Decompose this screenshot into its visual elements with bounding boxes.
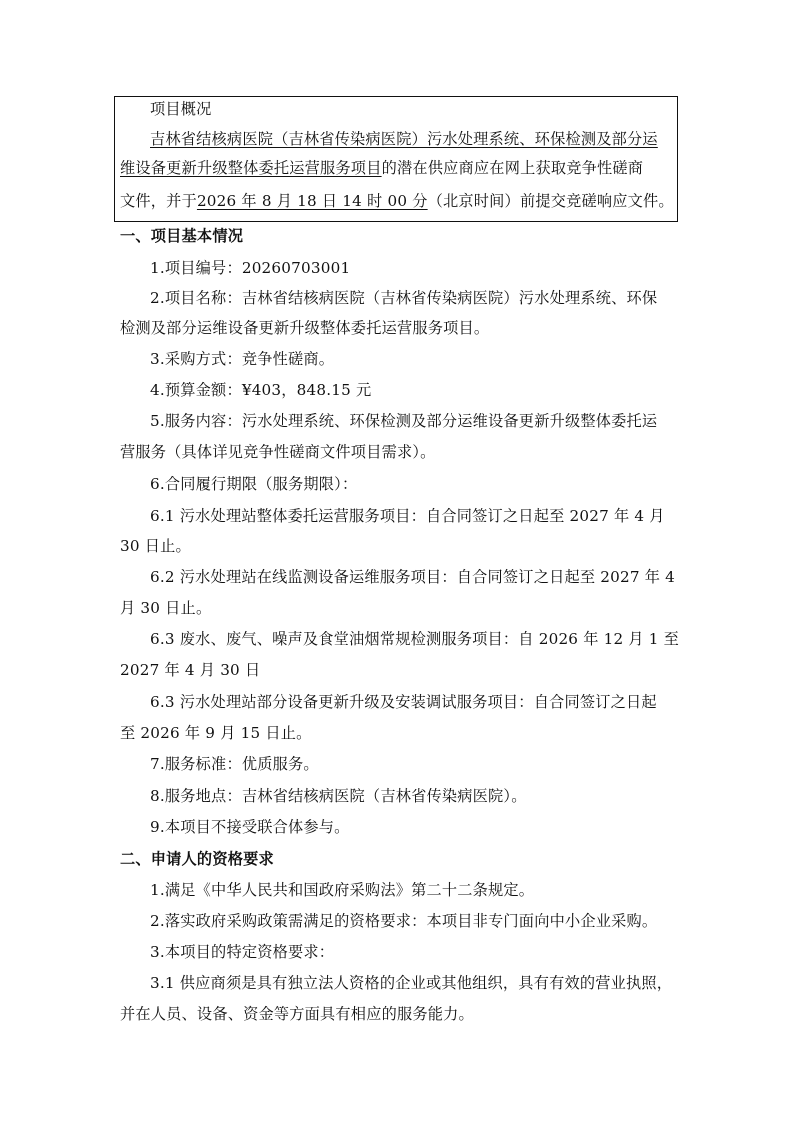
qualification-2: 2.落实政府采购政策需满足的资格要求：本项目非专门面向中小企业采购。 bbox=[150, 912, 658, 930]
period-6-3a-line-2: 2027 年 4 月 30 日 bbox=[120, 661, 261, 679]
overview-text-line-3 bbox=[120, 191, 674, 211]
contract-period-heading: 6.合同履行期限（服务期限）： bbox=[150, 475, 358, 493]
period-6-3b-line-1: 6.3 污水处理站部分设备更新升级及安装调试服务项目：自合同签订之日起 bbox=[150, 693, 657, 711]
procurement-method: 3.采购方式：竞争性磋商。 bbox=[150, 350, 335, 368]
overview-text-line-1 bbox=[150, 129, 658, 149]
project-name-line-2: 检测及部分运维设备更新升级整体委托运营服务项目。 bbox=[120, 319, 490, 337]
overview-deadline: 2026 年 8 月 18 日 14 时 00 分 bbox=[196, 192, 428, 210]
section-2-heading: 二、申请人的资格要求 bbox=[120, 850, 274, 868]
no-consortium: 9.本项目不接受联合体参与。 bbox=[150, 818, 350, 836]
qualification-3: 3.本项目的特定资格要求： bbox=[150, 943, 335, 961]
period-6-1-line-2: 30 日止。 bbox=[120, 537, 191, 555]
budget-amount: 4.预算金额：¥403，848.15 元 bbox=[150, 381, 372, 399]
qualification-3-1-line-1: 3.1 供应商须是具有独立法人资格的企业或其他组织，具有有效的营业执照， bbox=[150, 974, 673, 992]
overview-project-name-part-1: 吉林省结核病医院（吉林省传染病医院）污水处理系统、环保检测及部分运 bbox=[150, 130, 658, 148]
period-6-2-line-2: 月 30 日止。 bbox=[120, 599, 212, 617]
overview-text-deadline-prefix: 文件，并于 bbox=[120, 192, 197, 210]
period-6-3a-line-1: 6.3 废水、废气、噪声及食堂油烟常规检测服务项目：自 2026 年 12 月 1 至 bbox=[150, 630, 680, 648]
period-6-1-line-1: 6.1 污水处理站整体委托运营服务项目：自合同签订之日起至 2027 年 4 月 bbox=[150, 507, 665, 525]
overview-text-deadline-suffix: （北京时间）前提交竞磋响应文件。 bbox=[427, 192, 674, 210]
qualification-3-1-line-2: 并在人员、设备、资金等方面具有相应的服务能力。 bbox=[120, 1005, 474, 1023]
project-name-line-1: 2.项目名称：吉林省结核病医院（吉林省传染病医院）污水处理系统、环保 bbox=[150, 289, 658, 307]
period-6-2-line-1: 6.2 污水处理站在线监测设备运维服务项目：自合同签订之日起至 2027 年 4 bbox=[150, 568, 676, 586]
project-number: 1.项目编号：20260703001 bbox=[150, 259, 351, 277]
overview-text-supplier: 的潜在供应商应在网上获取竞争性磋商 bbox=[381, 159, 644, 177]
period-6-3b-line-2: 至 2026 年 9 月 15 日止。 bbox=[120, 724, 312, 742]
service-content-line-1: 5.服务内容：污水处理系统、环保检测及部分运维设备更新升级整体委托运 bbox=[150, 412, 658, 430]
overview-text-line-2 bbox=[120, 158, 643, 178]
service-standard: 7.服务标准：优质服务。 bbox=[150, 755, 319, 773]
service-content-line-2: 营服务（具体详见竞争性磋商文件项目需求）。 bbox=[120, 443, 436, 461]
overview-project-name-part-2: 维设备更新升级整体委托运营服务项目 bbox=[120, 159, 382, 177]
service-location: 8.服务地点：吉林省结核病医院（吉林省传染病医院）。 bbox=[150, 787, 527, 805]
overview-title: 项目概况 bbox=[150, 100, 212, 118]
section-1-heading: 一、项目基本情况 bbox=[120, 227, 244, 245]
qualification-1: 1.满足《中华人民共和国政府采购法》第二十二条规定。 bbox=[150, 881, 535, 899]
